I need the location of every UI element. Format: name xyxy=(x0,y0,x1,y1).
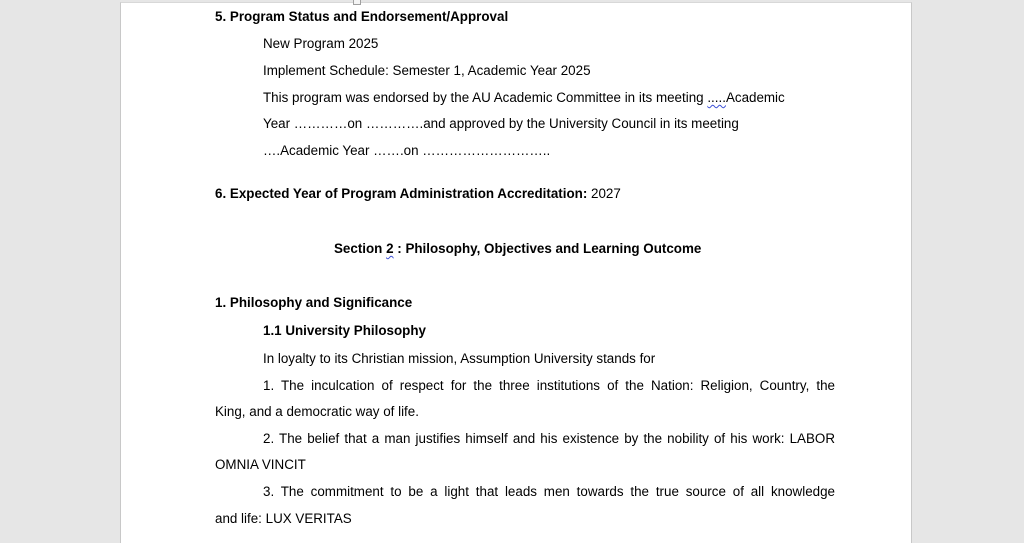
section-2-title xyxy=(334,241,701,257)
new-program-text: New Program 2025 xyxy=(263,36,379,51)
item-1-line-1: 1. The inculcation of respect for the three institutions of the Nation: Religion, Country, the xyxy=(263,378,835,393)
section-2-number[interactable]: 2 xyxy=(386,241,394,256)
section-5-heading: 5. Program Status and Endorsement/Approval xyxy=(215,9,509,24)
university-philosophy-heading: 1.1 University Philosophy xyxy=(263,323,426,338)
philosophy-heading: 1. Philosophy and Significance xyxy=(215,295,413,310)
section-6-heading xyxy=(215,186,621,202)
endorse-line-1-end: Academic xyxy=(725,90,785,105)
document-page xyxy=(120,2,912,543)
endorse-line-3: ….Academic Year …….on ……………………….. xyxy=(263,143,551,158)
endorse-line-1 xyxy=(263,90,785,106)
page-marker-icon xyxy=(353,0,361,5)
spelling-flag-dots[interactable]: ..... xyxy=(707,90,726,105)
section-2-title-a: Section xyxy=(334,241,387,256)
schedule-text: Implement Schedule: Semester 1, Academic Year 2025 xyxy=(263,63,591,78)
endorse-line-1-text: This program was endorsed by the AU Academic Committee in its meeting xyxy=(263,90,708,105)
item-3-line-2: and life: LUX VERITAS xyxy=(215,511,352,526)
item-2-line-2: OMNIA VINCIT xyxy=(215,457,306,472)
section-6-value: 2027 xyxy=(587,186,621,201)
item-1-line-2: King, and a democratic way of life. xyxy=(215,404,419,419)
item-2-line-1: 2. The belief that a man justifies himself and his existence by the nobility of his work: LABOR xyxy=(263,431,835,446)
endorse-line-2: Year …………on ………….and approved by the University Council in its meeting xyxy=(263,116,739,131)
section-2-title-b: : Philosophy, Objectives and Learning Outcome xyxy=(393,241,702,256)
item-3-line-1: 3. The commitment to be a light that leads men towards the true source of all knowledge xyxy=(263,484,835,499)
philosophy-intro: In loyalty to its Christian mission, Assumption University stands for xyxy=(263,351,656,366)
section-6-label: 6. Expected Year of Program Administration Accreditation: xyxy=(215,186,588,201)
